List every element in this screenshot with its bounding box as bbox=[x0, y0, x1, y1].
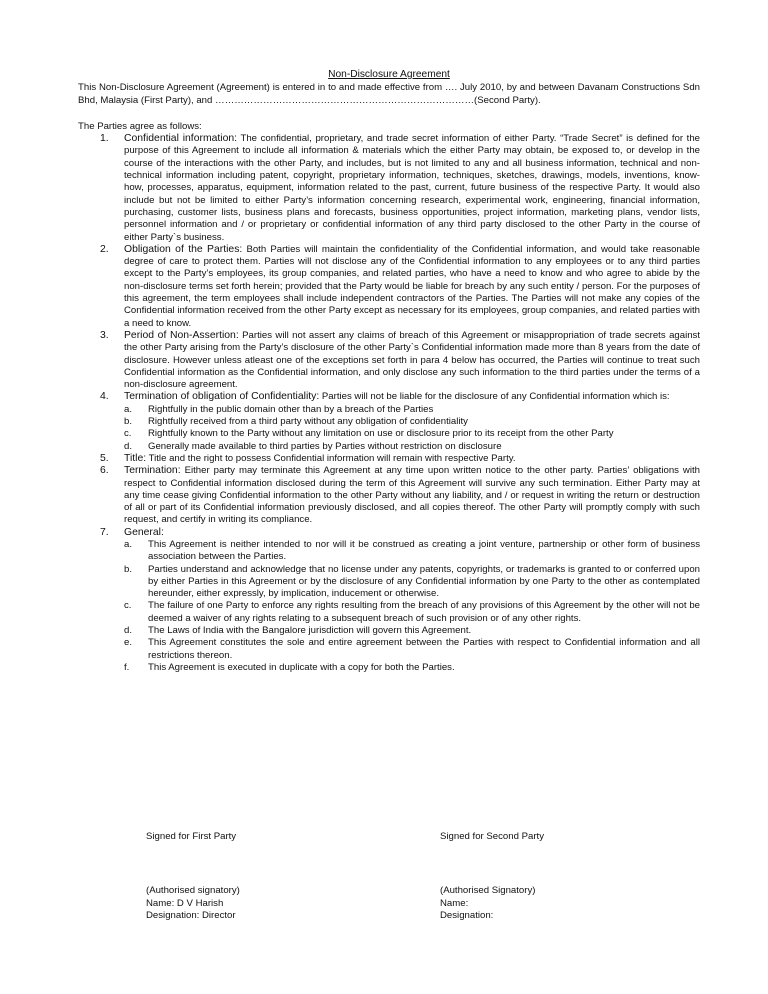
clause-number: 3. bbox=[100, 329, 109, 341]
signatory-name: Name: bbox=[440, 897, 469, 909]
sub-clause-letter: c. bbox=[124, 600, 132, 612]
clause-heading: Confidential information: bbox=[124, 133, 238, 145]
signatory-designation: Designation: bbox=[440, 910, 494, 921]
signature-caption: Signed for Second Party bbox=[440, 831, 544, 842]
sub-clause-item bbox=[124, 625, 700, 637]
sub-clause-item bbox=[124, 564, 700, 601]
sub-clause-item bbox=[124, 539, 700, 564]
sub-clause-item bbox=[124, 637, 700, 662]
clause-heading: Termination of obligation of Confidentiality: bbox=[124, 391, 320, 403]
clause-item bbox=[78, 391, 700, 452]
clause-number: 4. bbox=[100, 391, 109, 403]
sub-clause-text: Rightfully known to the Party without any limitation on use or disclosure prior to its receipt from the other Party bbox=[148, 428, 614, 440]
clause-number: 6. bbox=[100, 465, 109, 477]
sub-clause-list bbox=[124, 404, 700, 453]
sub-clause-text: Generally made available to third parties by Parties without restriction on disclosure bbox=[148, 440, 502, 452]
clause-heading: General: bbox=[124, 526, 164, 538]
signatory-designation: Designation: Director bbox=[146, 910, 236, 921]
sub-clause-letter: d. bbox=[124, 625, 133, 637]
sub-clause-text: This Agreement is neither intended to nor will it be construed as creating a joint venture, partnership or other form of business association between the Parties. bbox=[148, 538, 700, 563]
sub-clause-text: The failure of one Party to enforce any rights resulting from the breach of any provisions of this Agreement by the other will not be deemed a waiver of any rights relating to a subsequent breach of such provision or of any other rights. bbox=[148, 600, 700, 624]
clause-list bbox=[78, 133, 700, 674]
signatory-details bbox=[440, 885, 680, 923]
sub-clause-item bbox=[124, 662, 700, 674]
clause-item bbox=[78, 244, 700, 330]
clause-text: Parties will not be liable for the disclosure of any Confidential information which is: bbox=[319, 391, 670, 403]
sub-clause-item bbox=[124, 428, 700, 440]
sub-clause-text: This Agreement is executed in duplicate with a copy for both the Parties. bbox=[148, 661, 455, 673]
clause-text: Title and the right to possess Confidential information will remain with respective Party. bbox=[146, 452, 516, 464]
clause-number: 5. bbox=[100, 452, 109, 464]
clause-text: The confidential, proprietary, and trade secret information of either Party. “Trade Secret” is defined for the purpose of this Agreement to include all information & materials which the either Party may obtain, be exposed to, or develop in the course of the interactions with the other Party, and includes, but is not limited to any and all business information, technical and non-technical information including patent, copyright, proprietary information, techniques, sketches, drawings, models, inventions, know-how, processes, apparatus, equipment, information related to the past, current, future business of the respective Party. It would also include but not be limited to either Party’s information concerning research, experimental work, engineering, financial information, purchasing, customer lists, business plans and forecasts, business opportunities, project information, marketing plans, vendor lists, personnel information and / or proprietary or confidential information of any third party disclosed to the other Party in the course of either Party`s business. bbox=[124, 133, 700, 243]
clause-heading: Title: bbox=[124, 452, 147, 464]
sub-clause-item bbox=[124, 416, 700, 428]
clause-item bbox=[78, 133, 700, 244]
clause-text: Parties will not assert any claims of breach of this Agreement or misappropriation of trade secrets against the other Party arising from the Party’s disclosure of the other Party`s Confidential information made more than 8 years from the date of disclosure. However unless atleast one of the exceptions set forth in para 4 below has occurred, the Parties will continue to treat such Confidential information as the Confidential information, and only disclose any such information to the third parties under the terms of a non-disclosure agreement. bbox=[124, 329, 701, 391]
sub-clause-text: Parties understand and acknowledge that no license under any patents, copyrights, or trademarks is granted to or conferred upon by either Parties in this Agreement or by the disclosure of any Confidential information by one Party to the other as contemplated hereunder, either expressly, by implication, inducement or otherwise. bbox=[148, 563, 700, 600]
clause-item bbox=[78, 527, 700, 675]
signatory-label: (Authorised Signatory) bbox=[440, 885, 536, 896]
clause-number: 7. bbox=[100, 526, 109, 538]
clause-text: Either party may terminate this Agreement at any time upon written notice to the other party. Parties’ obligations with respect to Confidential information disclosed during the term of this Agreement will survive any such termination. Either Party may at any time cease giving Confidential information to the other Party without any liability, and / or request in writing the return or destruction of all or part of its Confidential information previously disclosed, and all copies thereof. The other Party will promptly comply with such request, and certify in writing its compliance. bbox=[124, 465, 700, 526]
sub-clause-item bbox=[124, 441, 700, 453]
sub-clause-letter: d. bbox=[124, 440, 133, 452]
signatory-name: Name: D V Harish bbox=[146, 897, 224, 909]
sub-clause-item bbox=[124, 600, 700, 625]
clause-text: Both Parties will maintain the confidentiality of the Confidential information, and would take reasonable degree of care to protect them. Parties will not disclose any of the Confidential information to any employees or to any third parties except to the Party’s employees, its group companies, and related parties, who have a need to know and who agree to abide by the non-disclosure terms set forth herein; provided that the Party would be liable for breach by any such entity / person. For the purposes of this agreement, the term employees shall include independent contractors of the Parties. The Parties will not make any copies of the Confidential information received from the other Party except as necessary for its employees, group companies, and related parties with a need to know. bbox=[124, 243, 700, 329]
first-party-signature bbox=[146, 831, 386, 921]
intro-paragraph: This Non-Disclosure Agreement (Agreement) is entered in to and made effective from …. July 2010, by and between Davanam Constructions Sdn Bhd, Malaysia (First Party), and ………………………………………………………………………(Second Party). bbox=[78, 82, 700, 106]
sub-clause-text: Rightfully in the public domain other than by a breach of the Parties bbox=[148, 403, 434, 415]
second-party-signature bbox=[440, 831, 680, 921]
sub-clause-list bbox=[124, 539, 700, 674]
document-title: Non-Disclosure Agreement bbox=[328, 69, 450, 80]
sub-clause-letter: c. bbox=[124, 428, 132, 440]
clause-heading: Termination: bbox=[124, 465, 181, 477]
clause-item bbox=[78, 330, 700, 391]
sub-clause-text: Rightfully received from a third party without any obligation of confidentiality bbox=[148, 416, 468, 428]
sub-clause-letter: e. bbox=[124, 637, 133, 649]
signatory-label: (Authorised signatory) bbox=[146, 885, 240, 896]
sub-clause-text: The Laws of India with the Bangalore jurisdiction will govern this Agreement. bbox=[148, 625, 472, 637]
document-body bbox=[78, 69, 700, 674]
sub-clause-letter: b. bbox=[124, 563, 133, 575]
sub-clause-letter: a. bbox=[124, 403, 133, 415]
clause-item bbox=[78, 465, 700, 526]
sub-clause-letter: a. bbox=[124, 538, 133, 550]
clause-item bbox=[78, 453, 700, 465]
sub-clause-letter: b. bbox=[124, 416, 133, 428]
sub-clause-text: This Agreement constitutes the sole and entire agreement between the Parties with respect to Confidential information and all restrictions thereon. bbox=[148, 637, 700, 661]
signature-section bbox=[146, 831, 626, 931]
lead-sentence: The Parties agree as follows: bbox=[78, 120, 202, 132]
clause-number: 2. bbox=[100, 243, 109, 255]
signatory-details bbox=[146, 885, 386, 923]
clause-heading: Period of Non-Assertion: bbox=[124, 329, 239, 341]
clause-heading: Obligation of the Parties: bbox=[124, 243, 243, 255]
sub-clause-item bbox=[124, 404, 700, 416]
signature-caption: Signed for First Party bbox=[146, 831, 237, 842]
sub-clause-letter: f. bbox=[124, 661, 130, 673]
clause-number: 1. bbox=[100, 133, 109, 145]
